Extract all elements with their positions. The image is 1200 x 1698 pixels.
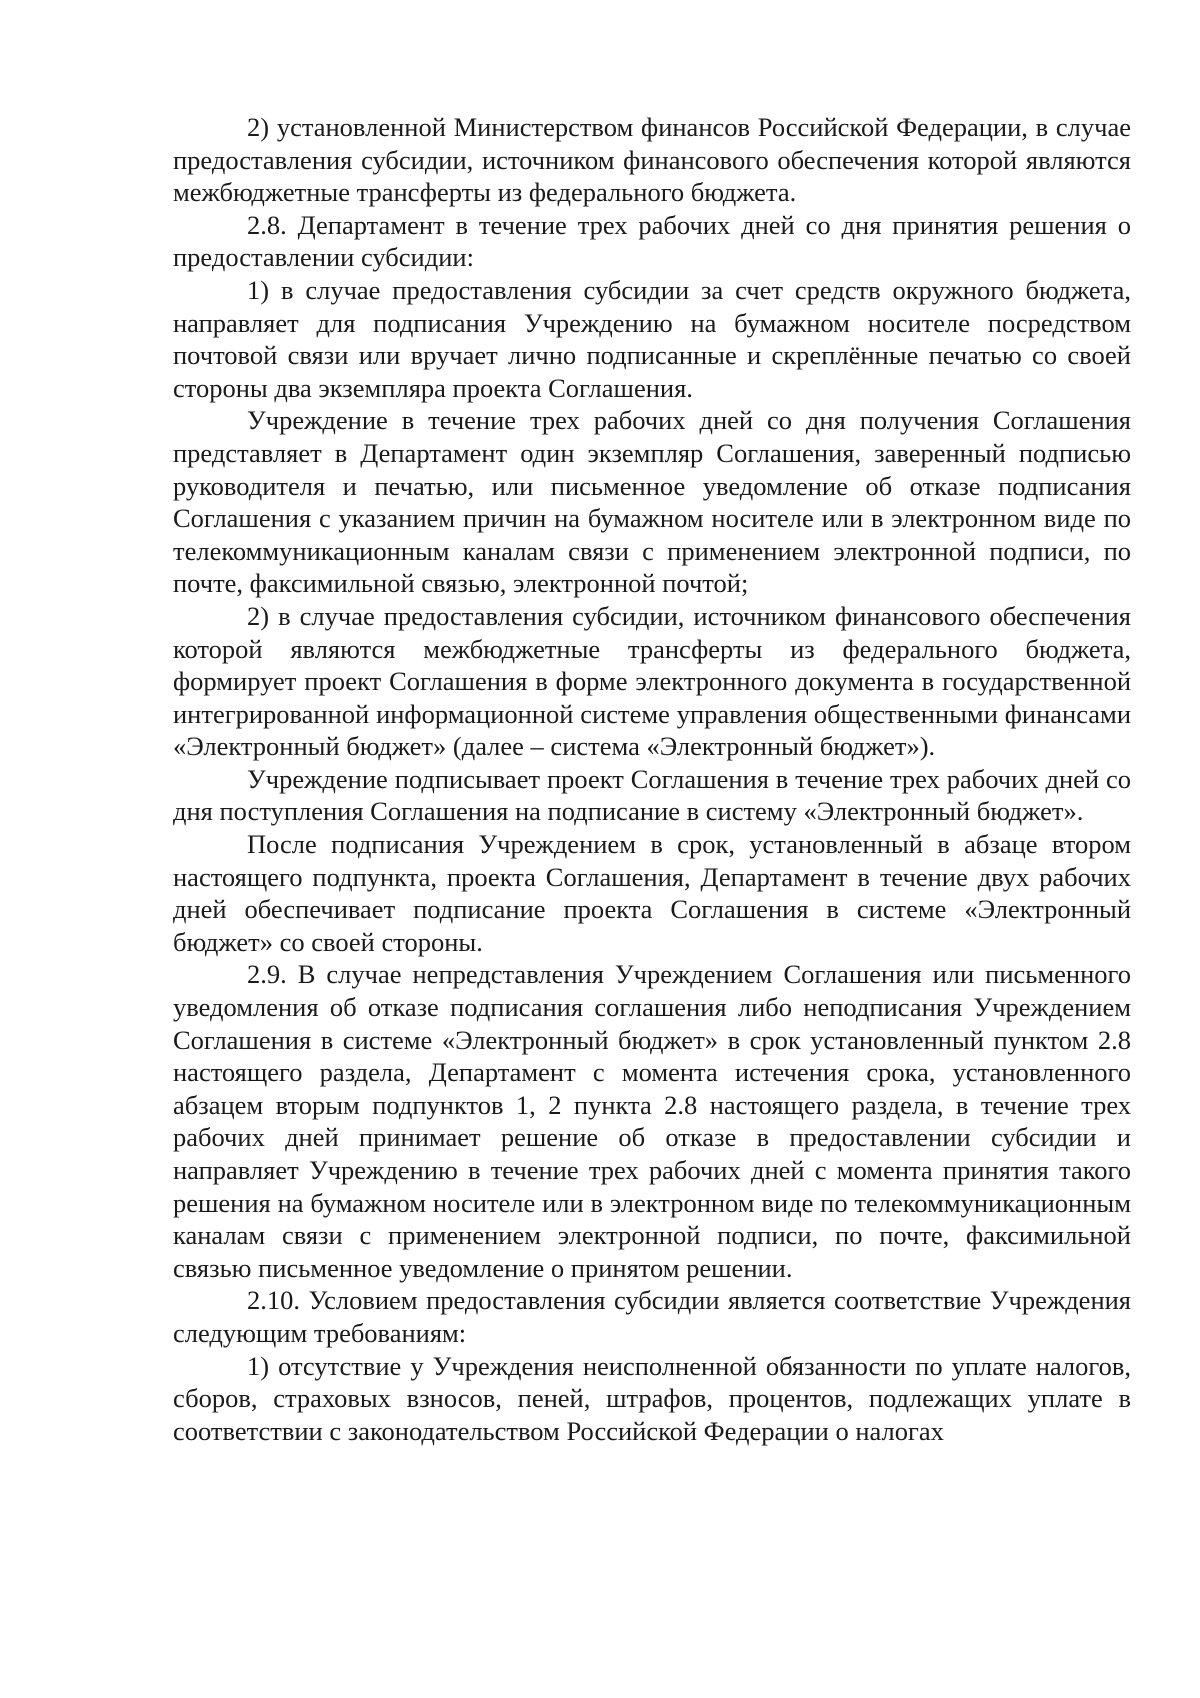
paragraph-2-8-item-2: 2) в случае предоставления субсидии, источником финансового обеспечения которой являются межбюджетные трансферты из федерального бюджета, формирует проект Соглашения в форме электронного документа в государственной интегрированной информационной системе управления общественными финансами «Электронный бюджет» (далее – система «Электронный бюджет»). — [173, 600, 1131, 762]
paragraph-2-10-item-1: 1) отсутствие у Учреждения неисполненной обязанности по уплате налогов, сборов, страховых взносов, пеней, штрафов, процентов, подлежащих уплате в соответствии с законодательством Российской Федерации о налогах — [173, 1350, 1131, 1446]
paragraph-2-8-item-1: 1) в случае предоставления субсидии за счет средств окружного бюджета, направляет для подписания Учреждению на бумажном носителе посредством почтовой связи или вручает лично подписанные и скреплённые печатью со своей стороны два экземпляра проекта Соглашения. — [173, 274, 1131, 403]
paragraph-2-8: 2.8. Департамент в течение трех рабочих дней со дня принятия решения о предоставлении субсидии: — [173, 209, 1131, 273]
paragraph-2-9: 2.9. В случае непредставления Учреждением Соглашения или письменного уведомления об отказе подписания соглашения либо неподписания Учреждением Соглашения в системе «Электронный бюджет» в срок установленный пунктом 2.8 настоящего раздела, Департамент с момента истечения срока, установленного абзацем вторым подпунктов 1, 2 пункта 2.8 настоящего раздела, в течение трех рабочих дней принимает решение об отказе в предоставлении субсидии и направляет Учреждению в течение трех рабочих дней с момента принятия такого решения на бумажном носителе или в электронном виде по телекоммуникационным каналам связи с применением электронной подписи, по почте, факсимильной связью письменное уведомление о принятом решении. — [173, 959, 1131, 1283]
paragraph-after-signing: После подписания Учреждением в срок, установленный в абзаце втором настоящего подпункта, проекта Соглашения, Департамент в течение двух рабочих дней обеспечивает подписание проекта Соглашения в системе «Электронный бюджет» со своей стороны. — [173, 829, 1131, 957]
paragraph-item-2-approved-by-minfin: 2) установленной Министерством финансов Российской Федерации, в случае предоставления субсидии, источником финансового обеспечения которой являются межбюджетные трансферты из федерального бюджета. — [173, 112, 1131, 208]
paragraph-institution-signs: Учреждение подписывает проект Соглашения в течение трех рабочих дней со дня поступления Соглашения на подписание в систему «Электронный бюджет». — [173, 763, 1131, 827]
document-page — [173, 111, 1131, 1447]
paragraph-2-10: 2.10. Условием предоставления субсидии является соответствие Учреждения следующим требованиям: — [173, 1285, 1131, 1348]
paragraph-institution-submits: Учреждение в течение трех рабочих дней со дня получения Соглашения представляет в Департамент один экземпляр Соглашения, заверенный подписью руководителя и печатью, или письменное уведомление об отказе подписания Соглашения с указанием причин на бумажном носителе или в электронном виде по телекоммуникационным каналам связи с применением электронной подписи, по почте, факсимильной связью, электронной почтой; — [173, 405, 1131, 599]
